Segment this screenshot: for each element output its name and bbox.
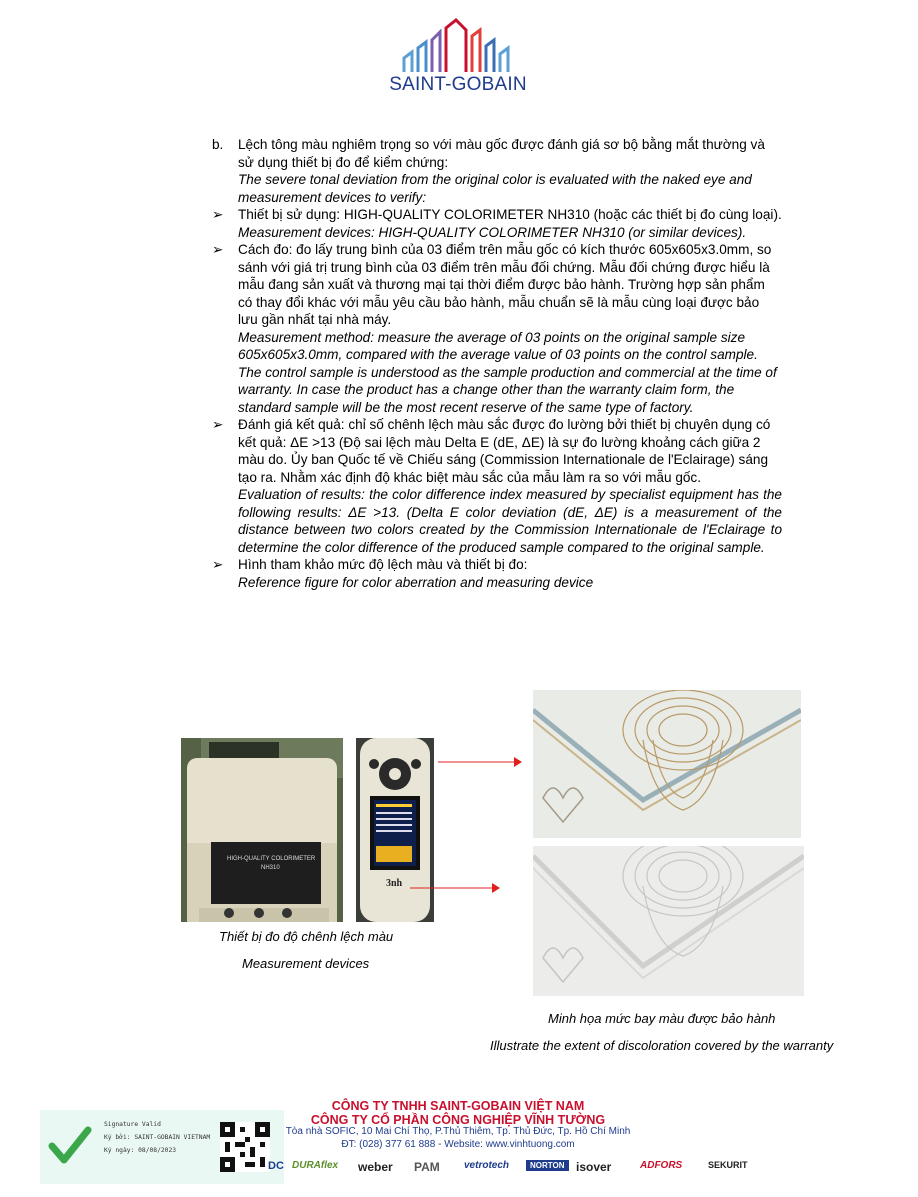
signature-details (104, 1118, 210, 1157)
device-label-line2: NH310 (261, 865, 280, 871)
bullet-evaluation-en: Evaluation of results: the color difference index measured by specialist equipment has the following results: ΔE >13. (Delta E color deviation (dE, ΔE) is a measurement of the distance between two colors created by the Commission Internationale de l'Eclairage to determine the color difference of the produced sample compared to the original sample. (238, 487, 782, 555)
handheld-device-photo (356, 738, 434, 922)
bullet-devices (212, 206, 782, 241)
section-b (212, 136, 782, 206)
colorimeter-photo (181, 738, 343, 922)
brand-logo-pam: PAM (414, 1160, 440, 1174)
brand-logo-adfors: ADFORS (640, 1160, 683, 1171)
caption-right-vi: Minh họa mức bay màu được bảo hành (548, 1011, 776, 1026)
logo-skyline-icon (372, 18, 544, 74)
brand-logo-dc: DC (268, 1160, 284, 1172)
brand-logo-isover: isover (576, 1160, 612, 1174)
bullet-arrow-icon: ➢ (212, 242, 224, 257)
check-icon (48, 1126, 92, 1166)
tile-sample-original-photo (533, 690, 801, 838)
footer-address: Tòa nhà SOFIC, 10 Mai Chí Thọ, P.Thủ Thiêm, Tp. Thủ Đức, Tp. Hồ Chí Minh (285, 1126, 631, 1137)
caption-right-en: Illustrate the extent of discoloration covered by the warranty (490, 1038, 834, 1053)
section-b-en: The severe tonal deviation from the original color is evaluated with the naked eye and measurement devices to verify: (238, 172, 752, 205)
brand-logo-vetrotech: vetrotech (464, 1160, 510, 1171)
section-marker: b. (212, 137, 224, 152)
brand-logo-duraflex: DURAflex (292, 1160, 339, 1171)
bullet-method (212, 241, 782, 416)
bullet-arrow-icon: ➢ (212, 207, 224, 222)
handheld-device-image (356, 738, 434, 922)
brand-logo-norton: NORTON (526, 1160, 569, 1171)
brand-logo-weber: weber (358, 1160, 393, 1174)
arrow-right-icon (438, 756, 522, 768)
tile-pattern-faded-image (533, 846, 804, 996)
section-b-vi: Lệch tông màu nghiêm trọng so với màu gốc được đánh giá sơ bộ bằng mắt thường và sử dụng thiết bị đo để kiểm chứng: (238, 137, 765, 170)
caption-left-vi: Thiết bị đo độ chênh lệch màu (219, 929, 394, 944)
caption-left-en: Measurement devices (242, 956, 370, 971)
saint-gobain-logo (372, 18, 544, 98)
bullet-arrow-icon: ➢ (212, 417, 224, 432)
footer-address-block (254, 1126, 662, 1151)
bullet-arrow-icon: ➢ (212, 557, 224, 572)
main-content (212, 136, 782, 591)
bullet-devices-vi: Thiết bị sử dụng: HIGH-QUALITY COLORIMETER NH310 (hoặc các thiết bị đo cùng loại). (238, 207, 782, 222)
signature-signer: Ký bởi: SAINT-GOBAIN VIETNAM (104, 1134, 211, 1141)
tile-sample-discolored-photo (533, 846, 804, 996)
footer-company-names (258, 1100, 658, 1127)
bullet-evaluation (212, 416, 782, 556)
signature-date: Ký ngày: 08/08/2023 (104, 1147, 177, 1154)
bullet-reference (212, 556, 782, 591)
arrow-right-icon (410, 882, 500, 894)
footer-contact: ĐT: (028) 377 61 888 - Website: www.vinhtuong.com (341, 1138, 575, 1150)
bullet-method-en: Measurement method: measure the average of 03 points on the original sample size 605x605x3.0mm, compared with the average value of 03 points on the control sample. The control sample is understood as the sample production and commercial at the time of warranty. In case the product has a change other than the warranty claim form, the standard sample will be the most recent reserve of the same type of factory. (238, 329, 777, 415)
device-label-line1: HIGH-QUALITY COLORIMETER (227, 856, 316, 862)
signature-status: Signature Valid (104, 1121, 161, 1128)
colorimeter-device-image (181, 738, 343, 922)
handheld-brand: 3nh (386, 878, 403, 889)
tile-pattern-image (533, 690, 801, 838)
footer-company-1: CÔNG TY TNHH SAINT-GOBAIN VIỆT NAM (331, 1099, 585, 1113)
bullet-reference-vi: Hình tham khảo mức độ lệch màu và thiết bị đo: (238, 557, 528, 572)
bullet-devices-en: Measurement devices: HIGH-QUALITY COLORIMETER NH310 (or similar devices). (238, 224, 747, 240)
bullet-method-vi: Cách đo: đo lấy trung bình của 03 điểm trên mẫu gốc có kích thước 605x605x3.0mm, so sánh với giá trị trung bình của 03 điểm trên mẫu đối chứng. Mẫu đối chứng được hiểu là mẫu đang sản xuất và thương mại tại thời điểm được bảo hành. Trường hợp sản phẩm có thay đổi khác với mẫu yêu cầu bảo hành, mẫu chuẩn sẽ là mẫu cùng loại được bảo lưu gần nhất tại nhà máy. (238, 242, 772, 327)
footer-company-2: CÔNG TY CỔ PHẦN CÔNG NGHIỆP VĨNH TƯỜNG (310, 1112, 606, 1127)
logo-wordmark: SAINT-GOBAIN (389, 74, 527, 95)
bullet-evaluation-vi: Đánh giá kết quả: chỉ số chênh lệch màu sắc được đo lường bởi thiết bị chuyên dụng có kết quả: ΔE >13 (Độ sai lệch màu Delta E (dE, ΔE) là sự đo lường khoảng cách giữa 2 màu do. Ủy ban Quốc tế về Chiếu sáng (Commission Internationale de l'Eclairage) sáng tạo ra. Nhằm xác định độ khác biệt màu sắc của mẫu làm ra so với mẫu gốc. (238, 417, 771, 485)
brand-logo-sekurit: SEKURIT (708, 1160, 748, 1170)
brand-logos-row (268, 1156, 758, 1180)
bullet-reference-en: Reference figure for color aberration and measuring device (238, 574, 594, 590)
